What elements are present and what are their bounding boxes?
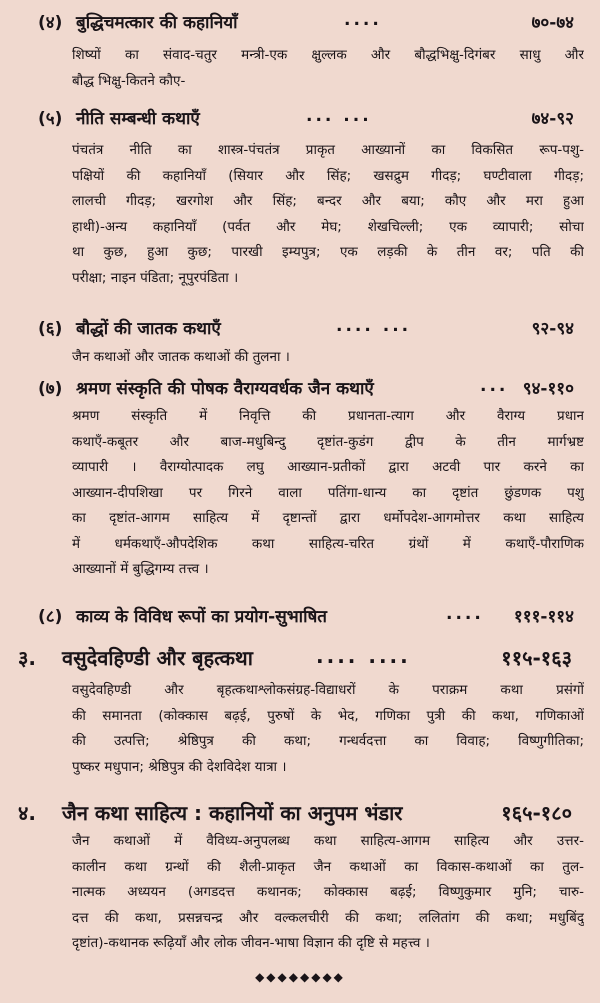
summary-line: जैन कथाओं और जातक कथाओं की तुलना ।	[72, 349, 290, 365]
section-title: बुद्धिचमत्कार की कहानियाँ	[76, 13, 238, 33]
summary-line: हाथी)-अन्य कहानियाँ (पर्वत और मेघ; शेखचिल्ली; एक व्यापारी; सोचा	[72, 218, 584, 235]
summary-line: कथाएँ-कबूतर और बाज-मधुबिन्दु दृष्टांत-कुडंग द्वीप के तीन मार्गभ्रष्ट	[72, 433, 584, 450]
leader-dots: .... ...	[336, 316, 412, 336]
page-range: ९४-११०	[522, 379, 574, 399]
summary-line: व्यापारी । वैराग्योत्पादक लघु आख्यान-प्रतीकों द्वारा अटवी पार करने का	[72, 459, 584, 475]
summary-line: कालीन कथा ग्रन्थों की शैली-प्राकृत जैन कथाओं का विकास-कथाओं का तुल-	[72, 858, 584, 875]
summary-line: का दृष्टांत-आगम साहित्य में दृष्टान्तों द्वारा धर्मोपदेश-आगमोत्तर कथा साहित्य	[72, 510, 584, 526]
summary-line: पुष्कर मधुपान; श्रेष्ठिपुत्र की देशविदेश यात्रा ।	[72, 758, 287, 775]
summary-line: था कुछ, हुआ कुछ; पारखी इम्यपुत्र; एक लड़की के तीन वर; पति की	[72, 244, 584, 260]
section-title: बौद्धों की जातक कथाएँ	[76, 319, 221, 339]
section-heading	[0, 370, 600, 400]
summary-line: की उत्पत्ति; श्रेष्ठिपुत्र की कथा; गन्धर्वदत्ता का विवाह; विष्णुगीतिका;	[72, 733, 584, 749]
leader-dots: ....	[344, 10, 382, 30]
section-number: (८)	[38, 607, 63, 627]
chapter-entry	[0, 795, 600, 951]
chapter-number: ३.	[18, 646, 36, 670]
section-entry	[0, 100, 600, 286]
section-title: काव्य के विविध रूपों का प्रयोग-सुभाषित	[76, 607, 328, 627]
section-number: (५)	[38, 109, 63, 129]
chapter-title: जैन कथा साहित्य : कहानियों का अनुपम भंडार	[62, 801, 403, 825]
leader-dots: .... ....	[316, 644, 411, 668]
summary-line: की समानता (कोक्कास बढ़ई, पुरुषों के भेद, गणिका पुत्री की कथा, गणिकाओं	[72, 707, 584, 724]
summary-line: दृष्टांत)-कथानक रूढ़ियाँ और लोक जीवन-भाषा विज्ञान की दृष्टि से महत्त्व ।	[72, 935, 430, 951]
section-number: (४)	[38, 13, 63, 33]
summary-line: नात्मक अध्ययन (अगडदत्त कथानक; कोक्कास बढ़ई; विष्णुकुमार मुनि; चारु-	[72, 884, 584, 900]
page-range: ७०-७४	[531, 13, 574, 33]
chapter-summary	[72, 829, 584, 957]
section-summary	[72, 345, 584, 371]
section-heading	[0, 100, 600, 130]
chapter-title: वसुदेवहिण्डी और बृहत्कथा	[62, 646, 253, 670]
chapter-heading	[0, 795, 600, 825]
section-number: (७)	[38, 379, 63, 399]
chapter-number: ४.	[18, 801, 36, 825]
section-heading	[0, 598, 600, 628]
section-summary	[72, 138, 584, 291]
leader-dots: ... ...	[306, 106, 372, 126]
chapter-heading	[0, 640, 600, 670]
section-summary	[72, 43, 584, 94]
leader-dots: ...	[480, 376, 509, 396]
page-range: ७४-९२	[531, 109, 574, 129]
section-number: (६)	[38, 319, 63, 339]
section-summary	[72, 404, 584, 583]
summary-line: आख्यानों में बुद्धिगम्य तत्त्व ।	[72, 561, 209, 577]
section-entry	[0, 4, 600, 89]
summary-line: आख्यान-दीपशिखा पर गिरने वाला पतिंगा-धान्य का दृष्टांत छुंडणक पशु	[72, 484, 584, 501]
summary-line: बौद्ध भिक्षु-कितने कौए-	[72, 72, 186, 89]
chapter-entry	[0, 640, 600, 775]
page-range: ११५-१६३	[501, 646, 572, 670]
section-heading	[0, 310, 600, 340]
summary-line: पंचतंत्र नीति का शास्त्र-पंचतंत्र प्राकृत आख्यानों का विकसित रूप-पशु-	[72, 142, 584, 158]
summary-line: पक्षियों की कहानियाँ (सियार और सिंह; खसद्रुम गीदड़; घण्टीवाला गीदड़;	[72, 167, 584, 184]
summary-line: परीक्षा; नाइन पंडिता; नूपुरपंडिता ।	[72, 269, 239, 286]
page-range: ९२-९४	[531, 319, 574, 339]
section-entry	[0, 370, 600, 577]
section-heading	[0, 4, 600, 34]
summary-line: दत्त की कथा, प्रसन्नचन्द्र और वल्कलचीरी की कथा; ललितांग की कथा; मधुबिंदु	[72, 909, 584, 926]
section-entry	[0, 310, 600, 365]
section-title: श्रमण संस्कृति की पोषक वैराग्यवर्धक जैन कथाएँ	[76, 379, 374, 399]
chapter-summary	[72, 678, 584, 780]
section-entry	[0, 598, 600, 628]
summary-line: लालची गीदड़; खरगोश और सिंह; बन्दर और बया; कौए और मरा हुआ	[72, 193, 584, 209]
summary-line: श्रमण संस्कृति में निवृत्ति की प्रधानता-त्याग और वैराग्य प्रधान	[72, 408, 584, 424]
summary-line: जैन कथाओं में वैविध्य-अनुपलब्ध कथा साहित्य-आगम साहित्य और उत्तर-	[72, 833, 584, 849]
leader-dots: ....	[446, 604, 484, 624]
summary-line: में धर्मकथाएँ-औपदेशिक कथा साहित्य-चरित ग्रंथों में कथाएँ-पौराणिक	[72, 535, 584, 552]
section-title: नीति सम्बन्धी कथाएँ	[76, 109, 200, 129]
page-range: १६५-१८०	[501, 801, 572, 825]
end-ornament: ◆◆◆◆◆◆◆◆	[255, 970, 345, 984]
page-range: १११-११४	[513, 607, 574, 627]
summary-line: वसुदेवहिण्डी और बृहत्कथाश्लोकसंग्रह-विद्याधरों के पराक्रम कथा प्रसंगों	[72, 682, 584, 698]
summary-line: शिष्यों का संवाद-चतुर मन्त्री-एक क्षुल्लक और बौद्धभिक्षु-दिगंबर साधु और	[72, 47, 584, 63]
